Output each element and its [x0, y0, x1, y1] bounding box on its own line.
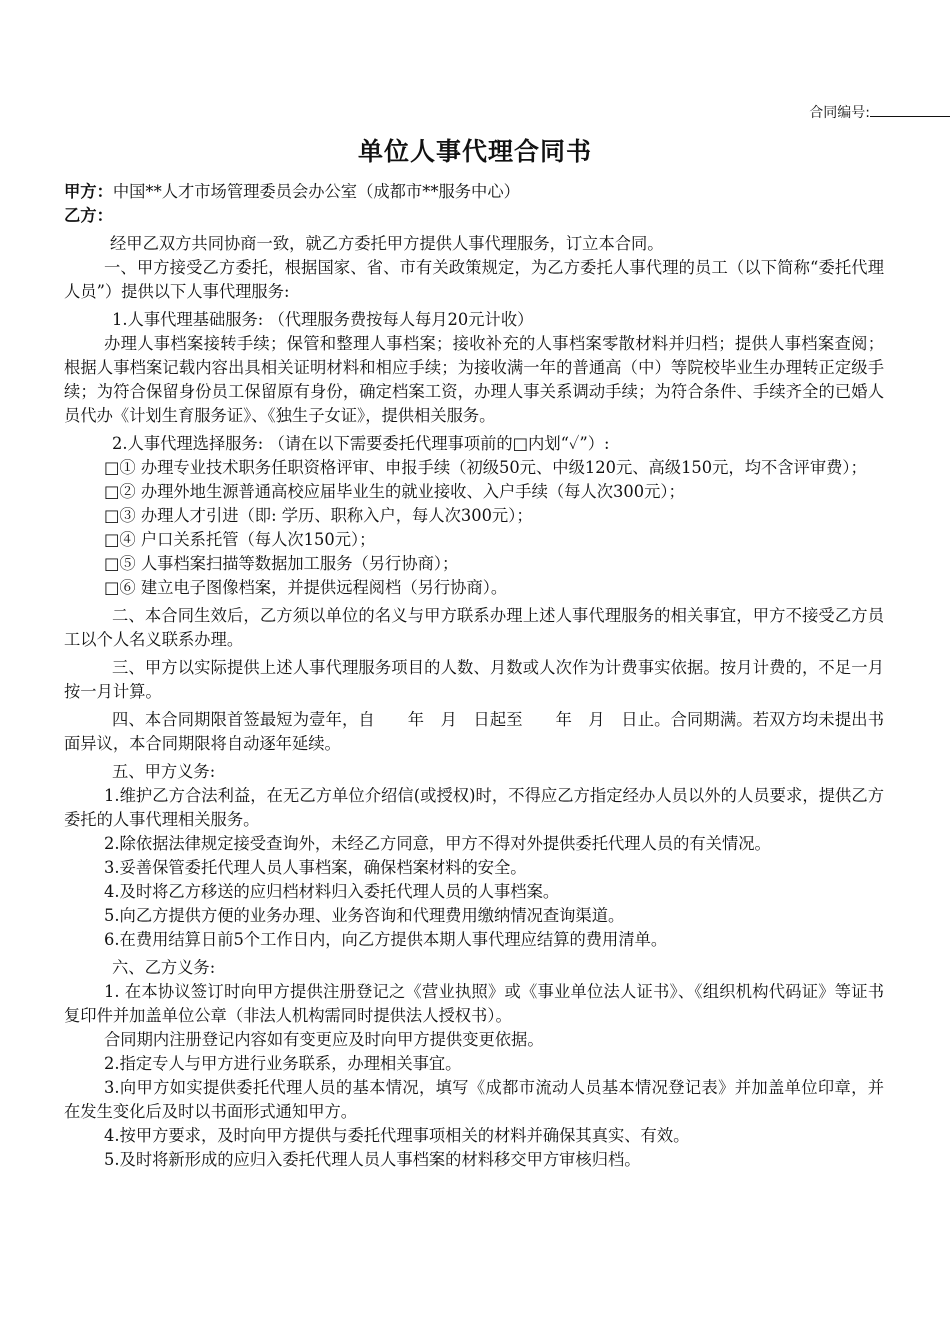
- section-5-item-6: 6.在费用结算日前5个工作日内，向乙方提供本期人事代理应结算的费用清单。: [104, 930, 668, 949]
- section-5-item-2: 2.除依据法律规定接受查询外，未经乙方同意，甲方不得对外提供委托代理人员的有关情况。: [104, 834, 771, 853]
- option-3: □③ 办理人才引进（即: 学历、职称入户，每人次300元）；: [104, 506, 533, 525]
- section-1-1-head: 1.人事代理基础服务: （代理服务费按每人每月20元计收）: [112, 310, 534, 329]
- section-6-item-1: 1. 在本协议签订时向甲方提供注册登记之《营业执照》或《事业单位法人证书》、《组织机构代码证》等证书复印件并加盖单位公章（非法人机构需同时提供法人授权书）。: [64, 982, 884, 1025]
- section-1-1-body: 办理人事档案接转手续；保管和整理人事档案；接收补充的人事档案零散材料并归档；提供人事档案查阅；根据人事档案记载内容出具相关证明材料和相应手续；为接收满一年的普通高（中）等院校毕业生办理转正定级手续；为符合保留身份员工保留原有身份，确定档案工资，办理人事关系调动手续；为符合条件、手续齐全的已婚人员代办《计划生育服务证》、《独生子女证》，提供相关服务。: [64, 334, 884, 425]
- option-2: □② 办理外地生源普通高校应届毕业生的就业接收、入户手续（每人次300元）；: [104, 482, 685, 501]
- party-a: [64, 180, 884, 204]
- option-1: □① 办理专业技术职务任职资格评审、申报手续（初级50元、中级120元、高级150元，均不含评审费）；: [104, 458, 867, 477]
- document-title: 单位人事代理合同书: [357, 137, 592, 166]
- section-1-2-head: 2.人事代理选择服务: （请在以下需要委托代理事项前的□内划“✓”）:: [112, 434, 610, 453]
- contract-number: [809, 102, 950, 122]
- section-2: 二、本合同生效后，乙方须以单位的名义与甲方联系办理上述人事代理服务的相关事宜，甲方不接受乙方员工以个人名义联系办理。: [64, 606, 884, 649]
- section-5-item-1: 1.维护乙方合法利益，在无乙方单位介绍信(或授权)时，不得应乙方指定经办人员以外的人员要求，提供乙方委托的人事代理相关服务。: [64, 786, 884, 829]
- option-6: □⑥ 建立电子图像档案，并提供远程阅档（另行协商）。: [104, 578, 508, 597]
- option-5: □⑤ 人事档案扫描等数据加工服务（另行协商）；: [104, 554, 459, 573]
- section-6-item-3: 3.向甲方如实提供委托代理人员的基本情况，填写《成都市流动人员基本情况登记表》并加盖单位印章，并在发生变化后及时以书面形式通知甲方。: [64, 1078, 884, 1121]
- party-b-label: 乙方：: [64, 206, 113, 225]
- section-5-item-3: 3.妥善保管委托代理人员人事档案，确保档案材料的安全。: [104, 858, 527, 877]
- section-4: 四、本合同期限首签最短为壹年，自 年 月 日起至 年 月 日止。合同期满。若双方均未提出书面异议，本合同期限将自动逐年延续。: [64, 710, 884, 753]
- intro-paragraph: 经甲乙双方共同协商一致，就乙方委托甲方提供人事代理服务，订立本合同。: [110, 234, 664, 253]
- section-3: 三、甲方以实际提供上述人事代理服务项目的人数、月数或人次作为计费事实依据。按月计费的，不足一月按一月计算。: [64, 658, 884, 701]
- section-5-item-4: 4.及时将乙方移送的应归档材料归入委托代理人员的人事档案。: [104, 882, 560, 901]
- section-5-head: 五、甲方义务:: [112, 762, 216, 781]
- document-body: [64, 180, 884, 1172]
- contract-number-label: 合同编号:: [809, 105, 870, 121]
- section-6-item-1-note: 合同期内注册登记内容如有变更应及时向甲方提供变更依据。: [104, 1030, 544, 1049]
- contract-number-blank: [870, 104, 950, 117]
- section-5-item-5: 5.向乙方提供方便的业务办理、业务咨询和代理费用缴纳情况查询渠道。: [104, 906, 625, 925]
- section-6-item-2: 2.指定专人与甲方进行业务联系，办理相关事宜。: [104, 1054, 462, 1073]
- option-4: □④ 户口关系托管（每人次150元）；: [104, 530, 376, 549]
- section-6-item-5: 5.及时将新形成的应归入委托代理人员人事档案的材料移交甲方审核归档。: [104, 1150, 641, 1169]
- section-6-head: 六、乙方义务:: [112, 958, 216, 977]
- party-a-value: 中国**人才市场管理委员会办公室（成都市**服务中心）: [112, 182, 520, 201]
- section-1: 一、甲方接受乙方委托，根据国家、省、市有关政策规定，为乙方委托人事代理的员工（以下简称“委托代理人员”）提供以下人事代理服务:: [64, 258, 884, 301]
- section-6-item-4: 4.按甲方要求，及时向甲方提供与委托代理事项相关的材料并确保其真实、有效。: [104, 1126, 690, 1145]
- party-a-label: 甲方：: [64, 182, 113, 201]
- party-b: [64, 204, 884, 228]
